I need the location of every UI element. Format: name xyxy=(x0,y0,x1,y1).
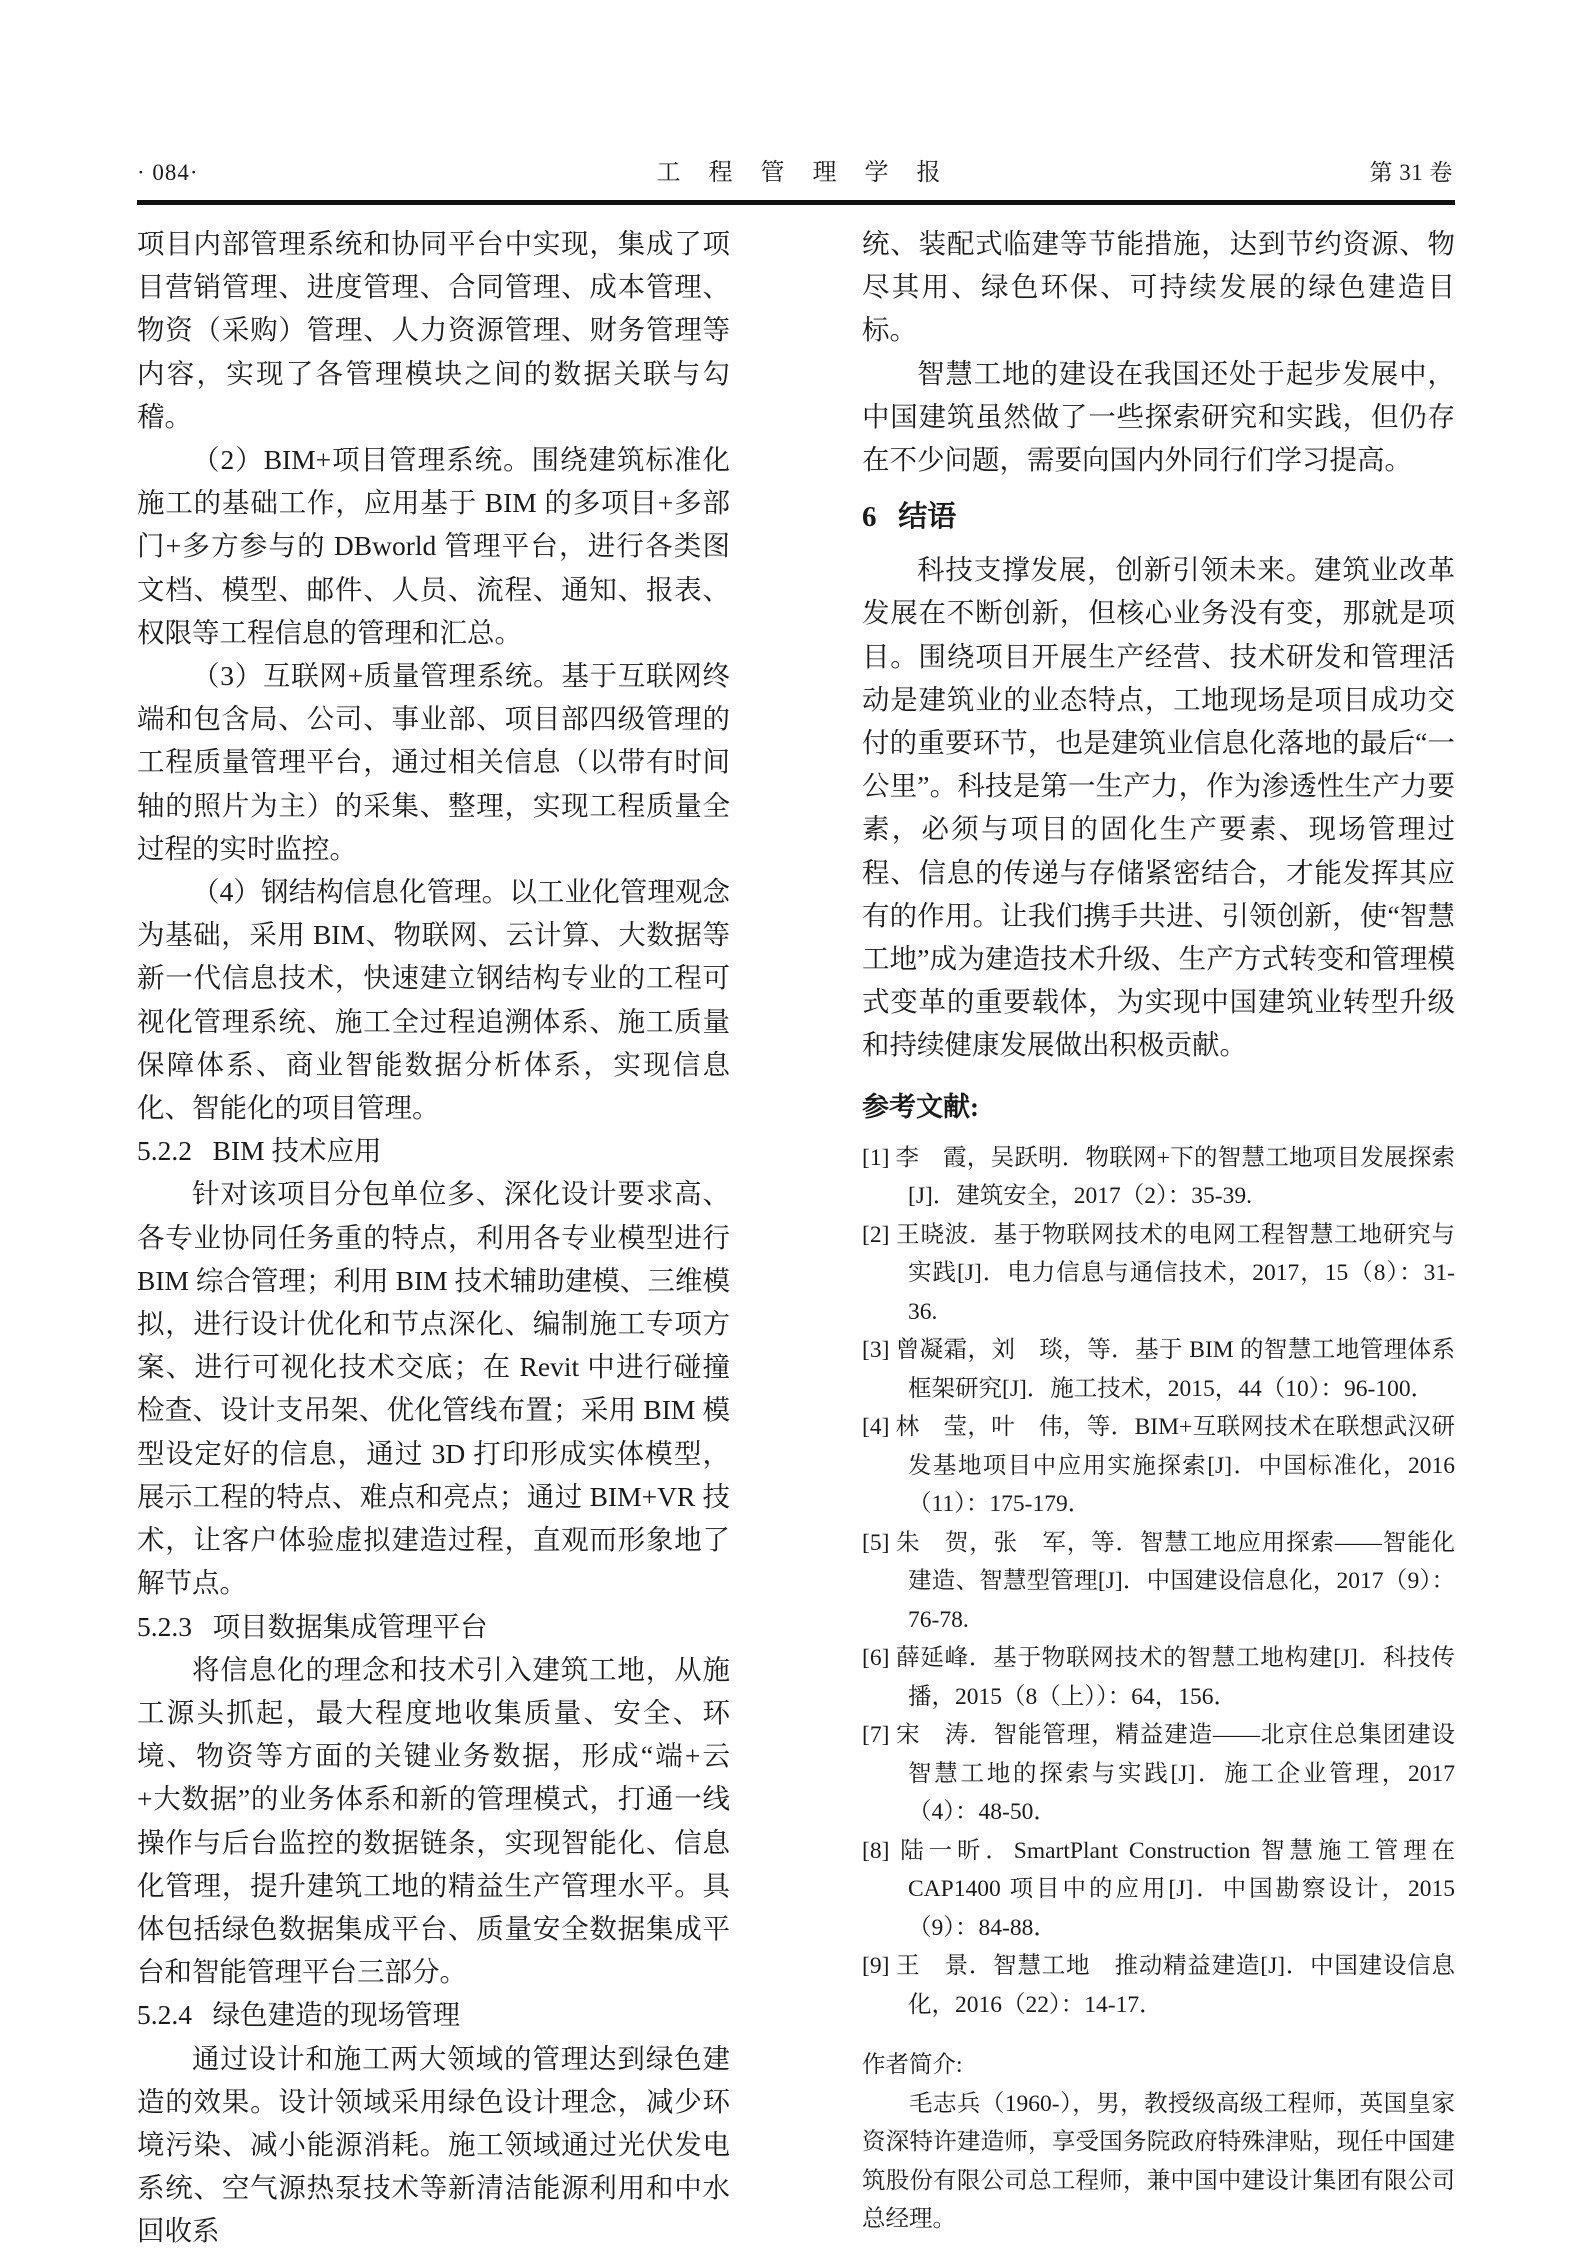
reference-item xyxy=(862,1947,1455,2024)
author-bio-heading: 作者简介: xyxy=(862,2052,963,2079)
reference-number: [3] xyxy=(862,1337,890,1364)
references-heading: 参考文献: xyxy=(862,1091,979,1122)
two-column-body xyxy=(137,222,1456,2247)
reference-text: 曾凝霜，刘 琰，等．基于 BIM 的智慧工地管理体系框架研究[J]．施工技术，2015，44（10）：96-100． xyxy=(895,1337,1455,1402)
reference-item xyxy=(862,1408,1455,1524)
journal-title: 工 程 管 理 学 报 xyxy=(656,160,952,186)
paragraph-5-2-3: 将信息化的理念和技术引入建筑工地，从施工源头抓起，最大程度地收集质量、安全、环境、物资等方面的关键业务数据，形成“端+云+大数据”的业务体系和新的管理模式，打通一线操作与后台监控的数据链条，实现智能化、信息化管理，提升建筑工地的精益生产管理水平。具体包括绿色数据集成平台、质量安全数据集成平台和智能管理平台三部分。 xyxy=(137,1653,730,1988)
reference-text: 陆一昕．SmartPlant Construction 智慧施工管理在 CAP1400 项目中的应用[J]．中国勘察设计，2015（9）：84-88． xyxy=(900,1837,1456,1941)
paragraph-bim-project-system: （2）BIM+项目管理系统。围绕建筑标准化施工的基础工作，应用基于 BIM 的多项目+多部门+多方参与的 DBworld 管理平台，进行各类图文档、模型、邮件、人员、流程、通知、报表、权限等工程信息的管理和汇总。 xyxy=(137,444,730,648)
reference-text: 王 景．智慧工地 推动精益建造[J]．中国建设信息化，2016（22）：14-17． xyxy=(896,1953,1456,2018)
reference-number: [6] xyxy=(862,1645,890,1672)
paragraph-conclusion: 科技支撑发展，创新引领未来。建筑业改革发展在不断创新，但核心业务没有变，那就是项目。围绕项目开展生产经营、技术研发和管理活动是建筑业的业态特点，工地现场是项目成功交付的重要环节，也是建筑业信息化落地的最后“一公里”。科技是第一生产力，作为渗透性生产力要素，必须与项目的固化生产要素、现场管理过程、信息的传递与存储紧密结合，才能发挥其应有的作用。让我们携手共进、引领创新，使“智慧工地”成为建造技术升级、生产方式转变和管理模式变革的重要载体，为实现中国建筑业转型升级和持续健康发展做出积极贡献。 xyxy=(862,554,1455,1061)
paragraph-smart-site-status: 智慧工地的建设在我国还处于起步发展中，中国建筑虽然做了一些探索研究和实践，但仍存在不少问题，需要向国内外同行们学习提高。 xyxy=(862,357,1455,476)
reference-item xyxy=(862,1331,1455,1408)
reference-number: [7] xyxy=(862,1722,890,1749)
reference-item xyxy=(862,1832,1455,1948)
volume-label: 第 31 卷 xyxy=(1369,160,1453,185)
author-bio-text: 毛志兵（1960-），男，教授级高级工程师，英国皇家资深特许建造师，享受国务院政府特殊津贴，现任中国建筑股份有限公司总工程师，兼中国中建设计集团有限公司总经理。 xyxy=(862,2090,1455,2233)
reference-item xyxy=(862,1716,1455,1832)
heading-5-2-2: 5.2.2 BIM 技术应用 xyxy=(137,1135,382,1167)
paragraph-continued-right: 统、装配式临建等节能措施，达到节约资源、物尽其用、绿色环保、可持续发展的绿色建造目标。 xyxy=(862,228,1455,346)
reference-text: 李 霞，吴跃明．物联网+下的智慧工地项目发展探索[J]．建筑安全，2017（2）：35-39. xyxy=(895,1144,1455,1210)
page-folio: · 084· xyxy=(137,160,199,185)
reference-item xyxy=(862,1139,1455,1216)
reference-number: [1] xyxy=(862,1144,890,1171)
reference-number: [9] xyxy=(862,1953,890,1980)
running-head xyxy=(137,152,1453,198)
reference-item xyxy=(862,1216,1455,1332)
reference-number: [2] xyxy=(862,1221,890,1248)
reference-number: [4] xyxy=(862,1414,890,1441)
reference-number: [5] xyxy=(862,1529,890,1556)
reference-item xyxy=(862,1639,1455,1716)
right-column xyxy=(862,222,1456,2233)
paragraph-5-2-4: 通过设计和施工两大领域的管理达到绿色建造的效果。设计领域采用绿色设计理念，减少环境污染、减小能源消耗。施工领域通过光伏发电系统、空气源热泵技术等新清洁能源利用和中水回收系 xyxy=(137,2042,730,2247)
reference-number: [8] xyxy=(862,1837,890,1864)
paragraph-steel-structure-info: （4）钢结构信息化管理。以工业化管理观念为基础，采用 BIM、物联网、云计算、大数据等新一代信息技术，快速建立钢结构专业的工程可视化管理系统、施工全过程追溯体系、施工质量保障体系、商业智能数据分析体系，实现信息化、智能化的项目管理。 xyxy=(137,876,730,1124)
paragraph-5-2-2: 针对该项目分包单位多、深化设计要求高、各专业协同任务重的特点，利用各专业模型进行 BIM 综合管理；利用 BIM 技术辅助建模、三维模拟，进行设计优化和节点深化、编制施工专项方案、进行可视化技术交底；在 Revit 中进行碰撞检查、设计支吊架、优化管线布置；采用 BIM 模型设定好的信息，通过 3D 打印形成实体模型，展示工程的特点、难点和亮点；通过 BIM+VR 技术，让客户体验虚拟建造过程，直观而形象地了解节点。 xyxy=(137,1178,730,1599)
reference-text: 林 莹，叶 伟，等．BIM+互联网技术在联想武汉研发基地项目中应用实施探索[J]．中国标准化，2016（11）：175-179． xyxy=(895,1414,1455,1518)
reference-text: 朱 贺，张 军，等．智慧工地应用探索——智能化建造、智慧型管理[J]．中国建设信息化，2017（9）：76-78. xyxy=(896,1529,1456,1633)
heading-5-2-4: 5.2.4 绿色建造的现场管理 xyxy=(137,1999,461,2031)
reference-item xyxy=(862,1524,1455,1640)
reference-text: 薛延峰．基于物联网技术的智慧工地构建[J]．科技传播，2015（8（上））：64，156． xyxy=(896,1645,1456,1710)
references-list xyxy=(862,1139,1455,2025)
reference-text: 王晓波．基于物联网技术的电网工程智慧工地研究与实践[J]．电力信息与通信技术，2017，15（8）：31-36. xyxy=(896,1221,1456,1325)
left-column xyxy=(137,222,730,2247)
heading-5-2-3: 5.2.3 项目数据集成管理平台 xyxy=(137,1610,488,1642)
reference-text: 宋 涛．智能管理，精益建造——北京住总集团建设智慧工地的探索与实践[J]．施工企业管理，2017（4）：48-50． xyxy=(896,1722,1456,1826)
heading-section-6: 6 结语 xyxy=(862,501,957,534)
paragraph-continued-left: 项目内部管理系统和协同平台中实现，集成了项目营销管理、进度管理、合同管理、成本管理、物资（采购）管理、人力资源管理、财务管理等内容，实现了各管理模块之间的数据关联与勾稽。 xyxy=(137,228,730,432)
header-rule xyxy=(137,200,1455,205)
paragraph-internet-quality-system: （3）互联网+质量管理系统。基于互联网终端和包含局、公司、事业部、项目部四级管理的工程质量管理平台，通过相关信息（以带有时间轴的照片为主）的采集、整理，实现工程质量全过程的实时监控。 xyxy=(137,660,730,864)
